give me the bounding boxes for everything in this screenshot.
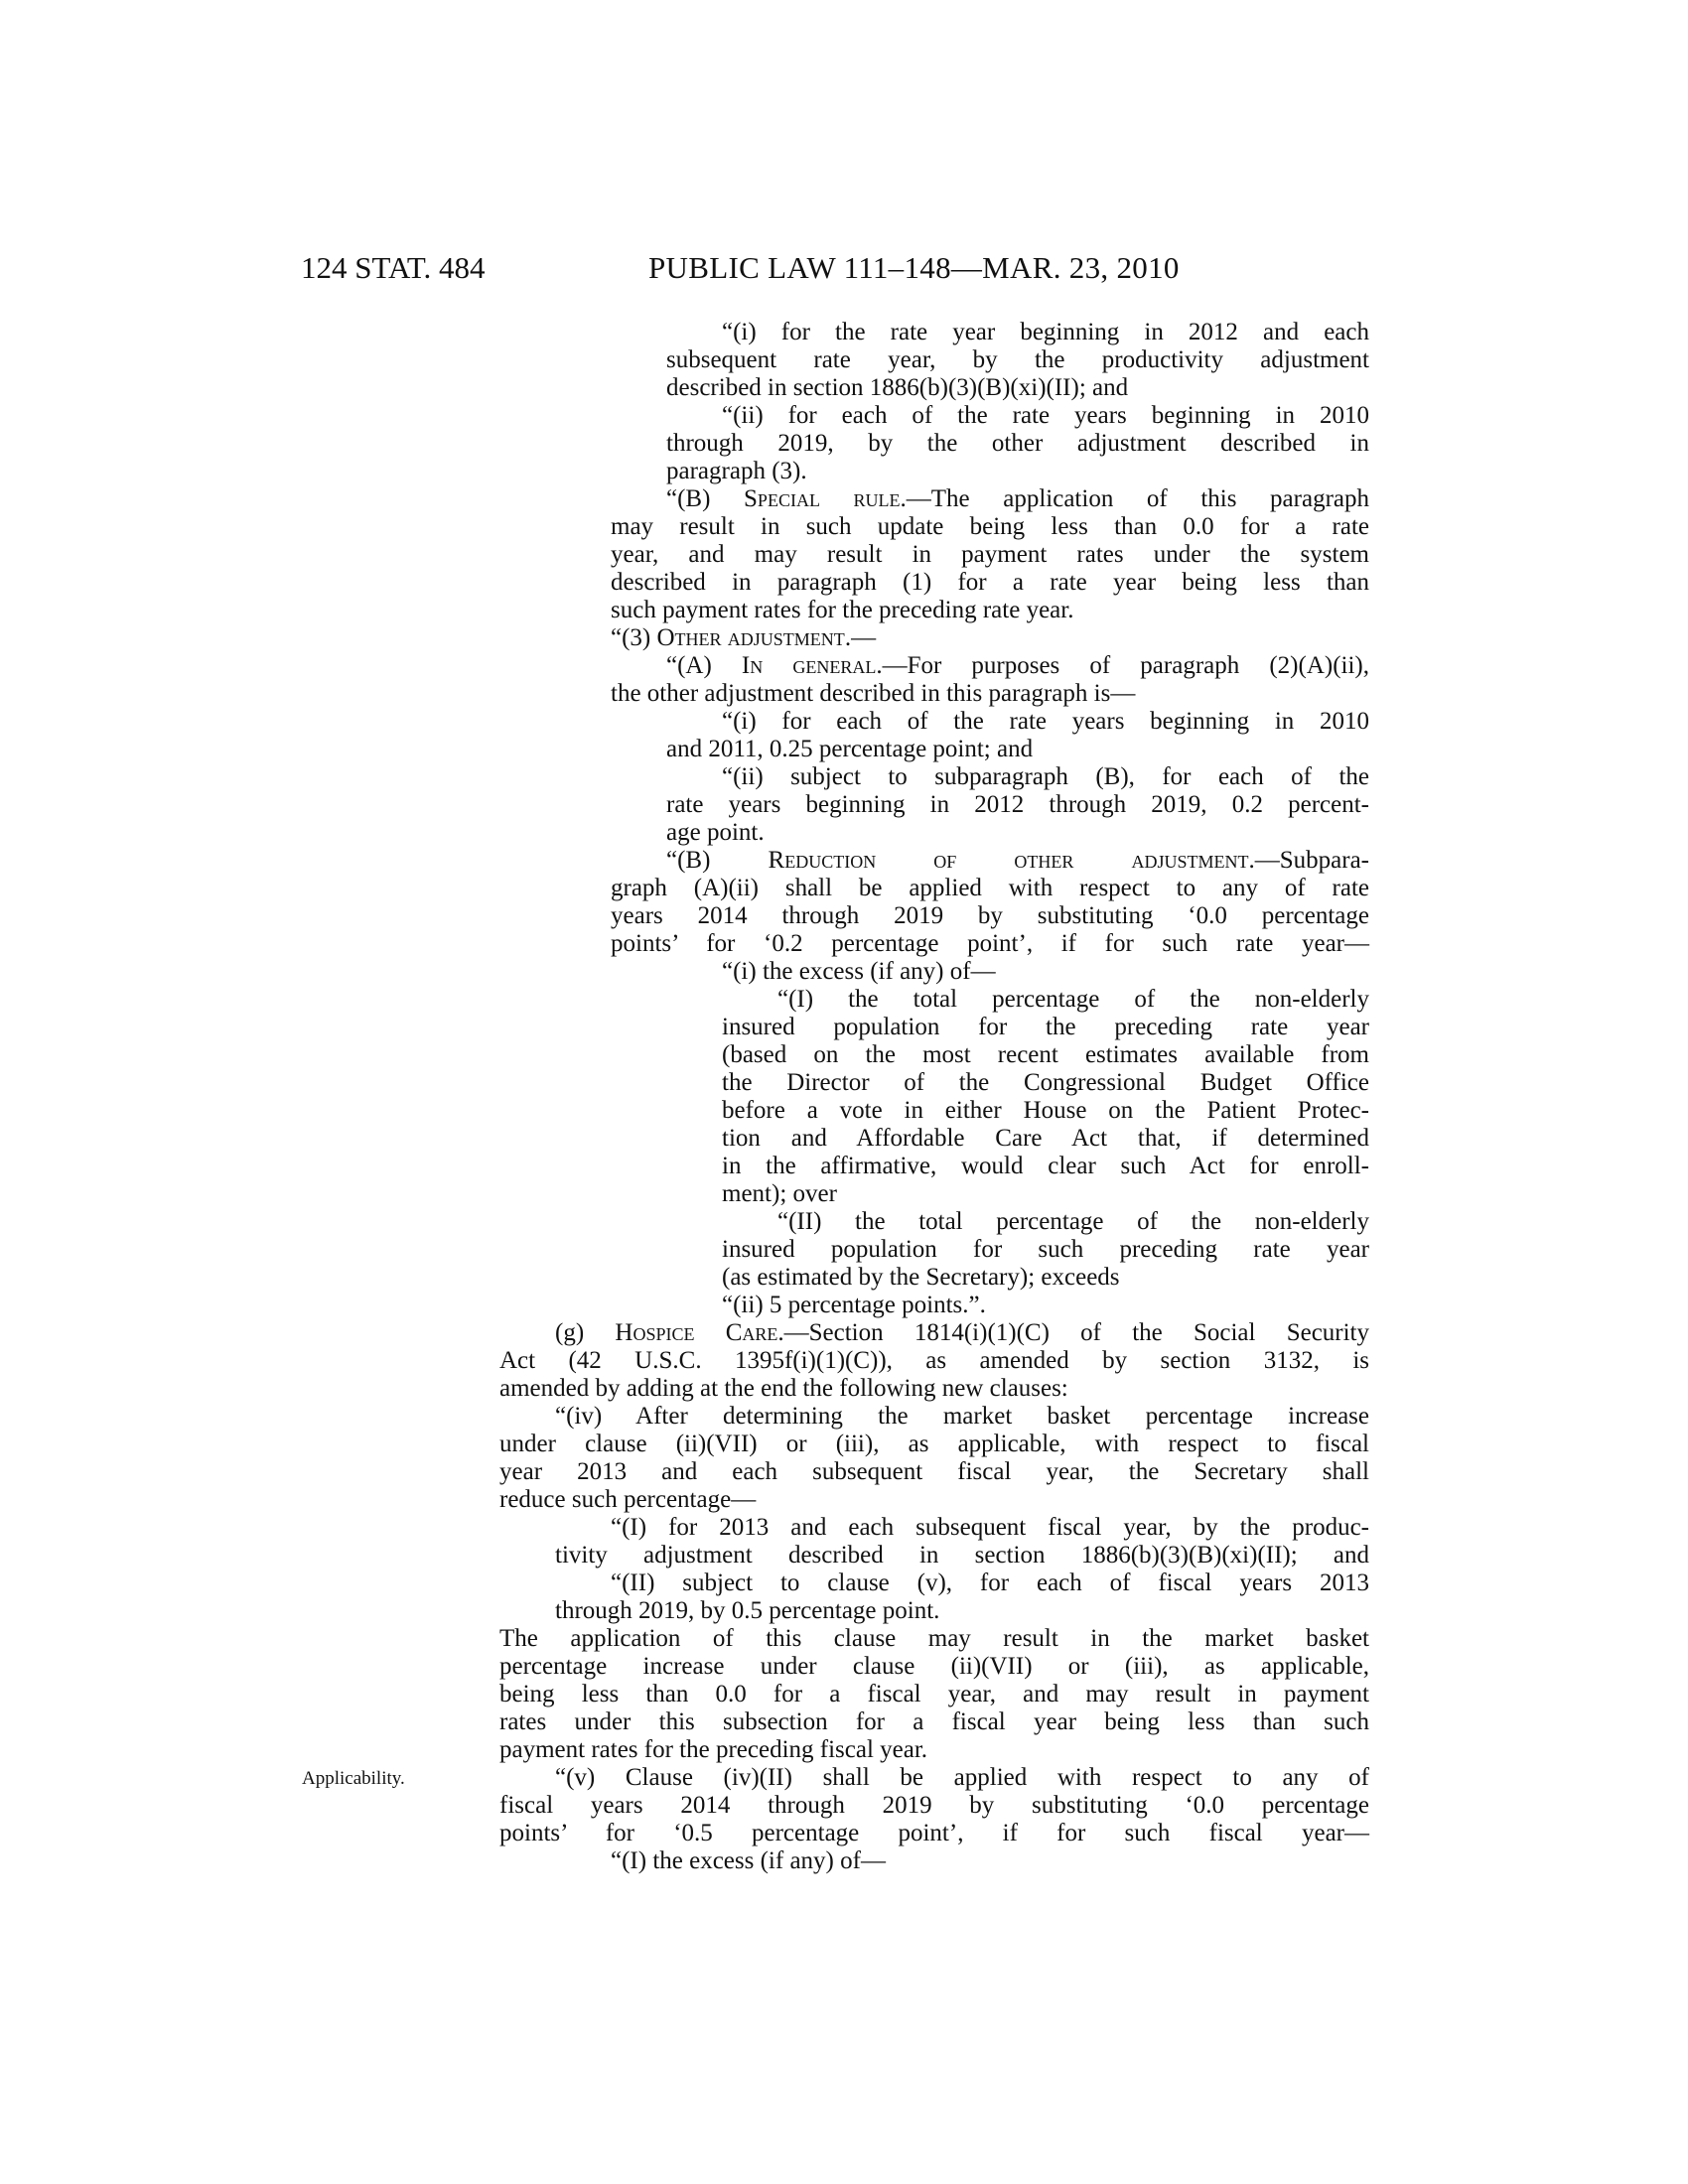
- text-line: [722, 958, 1369, 986]
- text-line: [722, 1125, 1369, 1153]
- line-text: points’ for ‘0.2 percentage point’, if for such rate year—: [611, 930, 1369, 957]
- line-text: “(i) for each of the rate years beginning in 2010: [722, 708, 1369, 735]
- text-line: [499, 1736, 1369, 1764]
- text-line: [499, 1458, 1369, 1486]
- line-text: before a vote in either House on the Patient Protec-: [722, 1097, 1369, 1124]
- text-line: [555, 1764, 1369, 1792]
- text-line: [499, 1653, 1369, 1681]
- line-text: rates under this subsection for a fiscal year being less than such: [499, 1708, 1369, 1735]
- text-line: [666, 847, 1369, 875]
- line-text: “(II) the total percentage of the non-elderly: [777, 1208, 1369, 1235]
- line-prefix: “(A): [666, 652, 742, 679]
- text-line: [499, 1347, 1369, 1375]
- line-text: and 2011, 0.25 percentage point; and: [666, 736, 1034, 762]
- line-text: being less than 0.0 for a fiscal year, and may result in payment: [499, 1681, 1369, 1707]
- text-line: [722, 763, 1369, 791]
- text-line: [722, 1180, 1369, 1208]
- line-text: under clause (ii)(VII) or (iii), as applicable, with respect to fiscal: [499, 1431, 1369, 1457]
- text-line: [722, 1153, 1369, 1180]
- line-text: “(I) for 2013 and each subsequent fiscal year, by the produc-: [611, 1514, 1369, 1541]
- line-text: “(I) the total percentage of the non-elderly: [777, 986, 1369, 1013]
- section-heading: Hospice Care: [615, 1319, 778, 1346]
- line-text: percentage increase under clause (ii)(VII) or (iii), as applicable,: [499, 1653, 1369, 1680]
- line-text: in the affirmative, would clear such Act for enroll-: [722, 1153, 1369, 1179]
- line-text: ment); over: [722, 1180, 837, 1207]
- page-stat-reference: 124 STAT. 484: [301, 250, 486, 285]
- line-text: such payment rates for the preceding rate year.: [611, 597, 1074, 623]
- line-text: insured population for such preceding rate year: [722, 1236, 1369, 1263]
- line-text: “(i) for the rate year beginning in 2012 and each: [722, 319, 1369, 345]
- line-text: amended by adding at the end the following new clauses:: [499, 1375, 1068, 1402]
- text-line: [611, 902, 1369, 930]
- text-line: [499, 1820, 1369, 1847]
- text-line: [666, 430, 1369, 458]
- text-line: [722, 1264, 1369, 1292]
- margin-note: Applicability.: [302, 1768, 405, 1789]
- line-text: Act (42 U.S.C. 1395f(i)(1)(C)), as amended by section 3132, is: [499, 1347, 1369, 1374]
- line-prefix: “(3): [611, 624, 657, 651]
- text-line: [666, 374, 1369, 402]
- line-text: (based on the most recent estimates available from: [722, 1041, 1369, 1068]
- text-line: [555, 1542, 1369, 1570]
- line-text: tivity adjustment described in section 1886(b)(3)(B)(xi)(II); and: [555, 1542, 1369, 1569]
- text-line: [611, 1514, 1369, 1542]
- line-text: graph (A)(ii) shall be applied with respect to any of rate: [611, 875, 1369, 901]
- text-line: [611, 513, 1369, 541]
- line-text: “(ii) for each of the rate years beginning in 2010: [722, 402, 1369, 429]
- line-text: subsequent rate year, by the productivity adjustment: [666, 346, 1369, 373]
- line-text: .—The application of this paragraph: [900, 485, 1370, 512]
- line-text: year, and may result in payment rates under the system: [611, 541, 1369, 568]
- line-text: (as estimated by the Secretary); exceeds: [722, 1264, 1120, 1291]
- text-line: [499, 1792, 1369, 1820]
- text-line: [722, 402, 1369, 430]
- line-text: through 2019, by the other adjustment described in: [666, 430, 1369, 457]
- line-text: points’ for ‘0.5 percentage point’, if for such fiscal year—: [499, 1820, 1369, 1846]
- text-line: [499, 1431, 1369, 1458]
- line-text: tion and Affordable Care Act that, if determined: [722, 1125, 1369, 1152]
- text-line: [611, 597, 1369, 624]
- text-line: [777, 1208, 1369, 1236]
- line-text: payment rates for the preceding fiscal year.: [499, 1736, 928, 1763]
- text-line: [666, 485, 1369, 513]
- line-text: years 2014 through 2019 by substituting ‘0.0 percentage: [611, 902, 1369, 929]
- section-heading: Other adjustment: [656, 624, 845, 651]
- text-line: [722, 708, 1369, 736]
- line-text: age point.: [666, 819, 765, 846]
- text-line: [611, 1847, 1369, 1875]
- text-line: [555, 1319, 1369, 1347]
- line-text: “(i) the excess (if any) of—: [722, 958, 996, 985]
- section-heading: Special rule: [744, 485, 901, 512]
- line-text: through 2019, by 0.5 percentage point.: [555, 1597, 940, 1624]
- text-line: [722, 1041, 1369, 1069]
- text-line: [666, 458, 1369, 485]
- line-text: described in paragraph (1) for a rate year being less than: [611, 569, 1369, 596]
- text-line: [666, 346, 1369, 374]
- text-line: [499, 1375, 1369, 1403]
- line-text: “(ii) 5 percentage points.”.: [722, 1292, 986, 1318]
- text-line: [611, 569, 1369, 597]
- running-title: PUBLIC LAW 111–148—MAR. 23, 2010: [648, 250, 1180, 285]
- line-text: .—For purposes of paragraph (2)(A)(ii),: [876, 652, 1369, 679]
- section-heading: In general: [741, 652, 877, 679]
- line-text: reduce such percentage—: [499, 1486, 757, 1513]
- text-line: [611, 541, 1369, 569]
- text-line: [611, 875, 1369, 902]
- text-line: [499, 1486, 1369, 1514]
- line-text: “(I) the excess (if any) of—: [611, 1847, 886, 1874]
- line-text: .—Section 1814(i)(1)(C) of the Social Security: [777, 1319, 1370, 1346]
- line-text: rate years beginning in 2012 through 2019, 0.2 percent-: [666, 791, 1369, 818]
- text-line: [722, 1069, 1369, 1097]
- line-prefix: “(B): [666, 847, 769, 874]
- line-text: the Director of the Congressional Budget Office: [722, 1069, 1369, 1096]
- line-prefix: (g): [555, 1319, 616, 1346]
- text-line: [722, 319, 1369, 346]
- line-text: “(v) Clause (iv)(II) shall be applied with respect to any of: [555, 1764, 1369, 1791]
- line-text: the other adjustment described in this paragraph is—: [611, 680, 1136, 707]
- text-line: [611, 1570, 1369, 1597]
- section-heading: Reduction of other adjustment: [768, 847, 1249, 874]
- text-line: [722, 1014, 1369, 1041]
- text-line: [666, 736, 1369, 763]
- text-line: [611, 930, 1369, 958]
- line-prefix: “(B): [666, 485, 745, 512]
- text-line: [666, 819, 1369, 847]
- text-line: [722, 1292, 1369, 1319]
- line-text: “(iv) After determining the market basket percentage increase: [555, 1403, 1369, 1430]
- text-line: [666, 652, 1369, 680]
- text-line: [611, 624, 1369, 652]
- text-line: [722, 1097, 1369, 1125]
- line-text: “(ii) subject to subparagraph (B), for each of the: [722, 763, 1369, 790]
- text-line: [666, 791, 1369, 819]
- text-line: [722, 1236, 1369, 1264]
- line-text: .—: [844, 624, 877, 651]
- line-text: described in section 1886(b)(3)(B)(xi)(II); and: [666, 374, 1129, 401]
- line-text: fiscal years 2014 through 2019 by substituting ‘0.0 percentage: [499, 1792, 1369, 1819]
- text-line: [555, 1597, 1369, 1625]
- text-line: [499, 1708, 1369, 1736]
- text-line: [777, 986, 1369, 1014]
- text-line: [555, 1403, 1369, 1431]
- text-line: [499, 1625, 1369, 1653]
- line-text: The application of this clause may result in the market basket: [499, 1625, 1369, 1652]
- text-line: [499, 1681, 1369, 1708]
- text-line: [611, 680, 1369, 708]
- line-text: year 2013 and each subsequent fiscal year, the Secretary shall: [499, 1458, 1369, 1485]
- line-text: “(II) subject to clause (v), for each of fiscal years 2013: [611, 1570, 1369, 1596]
- line-text: may result in such update being less than 0.0 for a rate: [611, 513, 1369, 540]
- line-text: .—Subpara-: [1248, 847, 1370, 874]
- line-text: paragraph (3).: [666, 458, 807, 484]
- line-text: insured population for the preceding rate year: [722, 1014, 1369, 1040]
